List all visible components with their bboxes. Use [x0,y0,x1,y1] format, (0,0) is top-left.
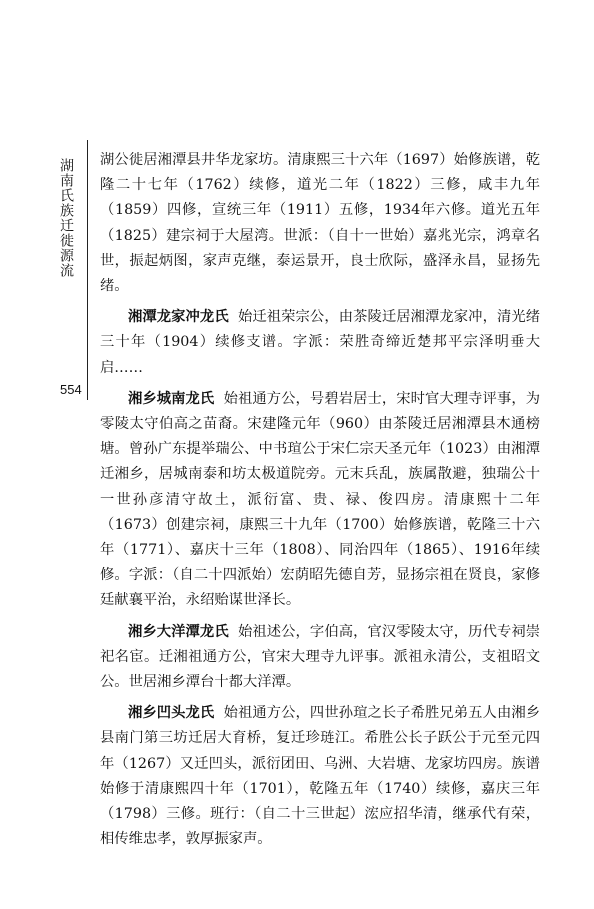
paragraph-text: 始迁祖荣宗公，由茶陵迁居湘潭龙家冲，清光绪三十年（1904）续修支谱。字派：荣胜奇缔近楚邦平宗泽明垂大启…… [100,309,541,376]
main-text [100,148,540,858]
paragraph-longjiachong [100,305,540,381]
book-title-vertical: 湖南氏族迁徙源流 [58,158,74,278]
paragraph-chengnan [100,387,540,614]
paragraph-text: 始祖述公，字伯高，官汉零陵太守，历代专祠崇祀名宦。迁湘祖通方公，官宋大理寺九评事。派祖永清公，支祖昭文公。世居湘乡潭台十都大洋潭。 [100,623,541,691]
clan-heading: 湘乡大洋潭龙氏 [128,623,229,640]
clan-heading: 湘乡凹头龙氏 [128,705,215,722]
page-number: 554 [60,382,82,397]
paragraph-text: 始祖通方公，四世孙瑄之长子希胜兄弟五人由湘乡县南门第三坊迁居大育桥，复迁珍琏江。希胜公长子跃公于元至元四年（1267）又迁凹头，派衍团田、乌洲、大岩塘、龙家坊四房。族谱始修于清康熙四十年（1701），乾隆五年（1740）续修，嘉庆三年（1798）三修。班行：（自二十三世起）浤应招华清，继承代有荣，相传维忠孝，敦厚振家声。 [100,705,541,848]
paragraph-text: 始祖通方公，号碧岩居士，宋时官大理寺评事，为零陵太守伯高之苗裔。宋建隆元年（960）由茶陵迁居湘潭县木通榜塘。曾孙广东提举瑞公、中书瑄公于宋仁宗天圣元年（1023）由湘潭迁湘乡，居城南泰和坊太极道院旁。元末兵乱，族属散避，独瑞公十一世孙彦清守故土，派衍富、贵、禄、俊四房。清康熙十二年（1673）创建宗祠，康熙三十九年（1700）始修族谱，乾隆三十六年（1771）、嘉庆十三年（1808）、同治四年（1865）、1916年续修。字派：（自二十四派始）宏荫昭先德自芳，显扬宗祖在贤良，家修廷献襄平治，永绍贻谋世泽长。 [100,390,541,609]
paragraph-continuation [100,148,540,299]
clan-heading: 湘潭龙家冲龙氏 [128,309,229,326]
clan-heading: 湘乡城南龙氏 [128,390,215,407]
paragraph-aotou [100,701,540,852]
paragraph-text: 湖公徙居湘潭县井华龙家坊。清康熙三十六年（1697）始修族谱，乾隆二十七年（1762）续修，道光二年（1822）三修，咸丰九年（1859）四修，宣统三年（1911）五修，1934年六修。道光五年（1825）建宗祠于大屋湾。世派：（自十一世始）嘉兆光宗，鸿章名世，振起炳图，家声克继，泰运景开，良士欣际，盛泽永昌，显扬先绪。 [100,152,540,295]
paragraph-dayangtan [100,620,540,696]
side-divider [87,140,88,400]
